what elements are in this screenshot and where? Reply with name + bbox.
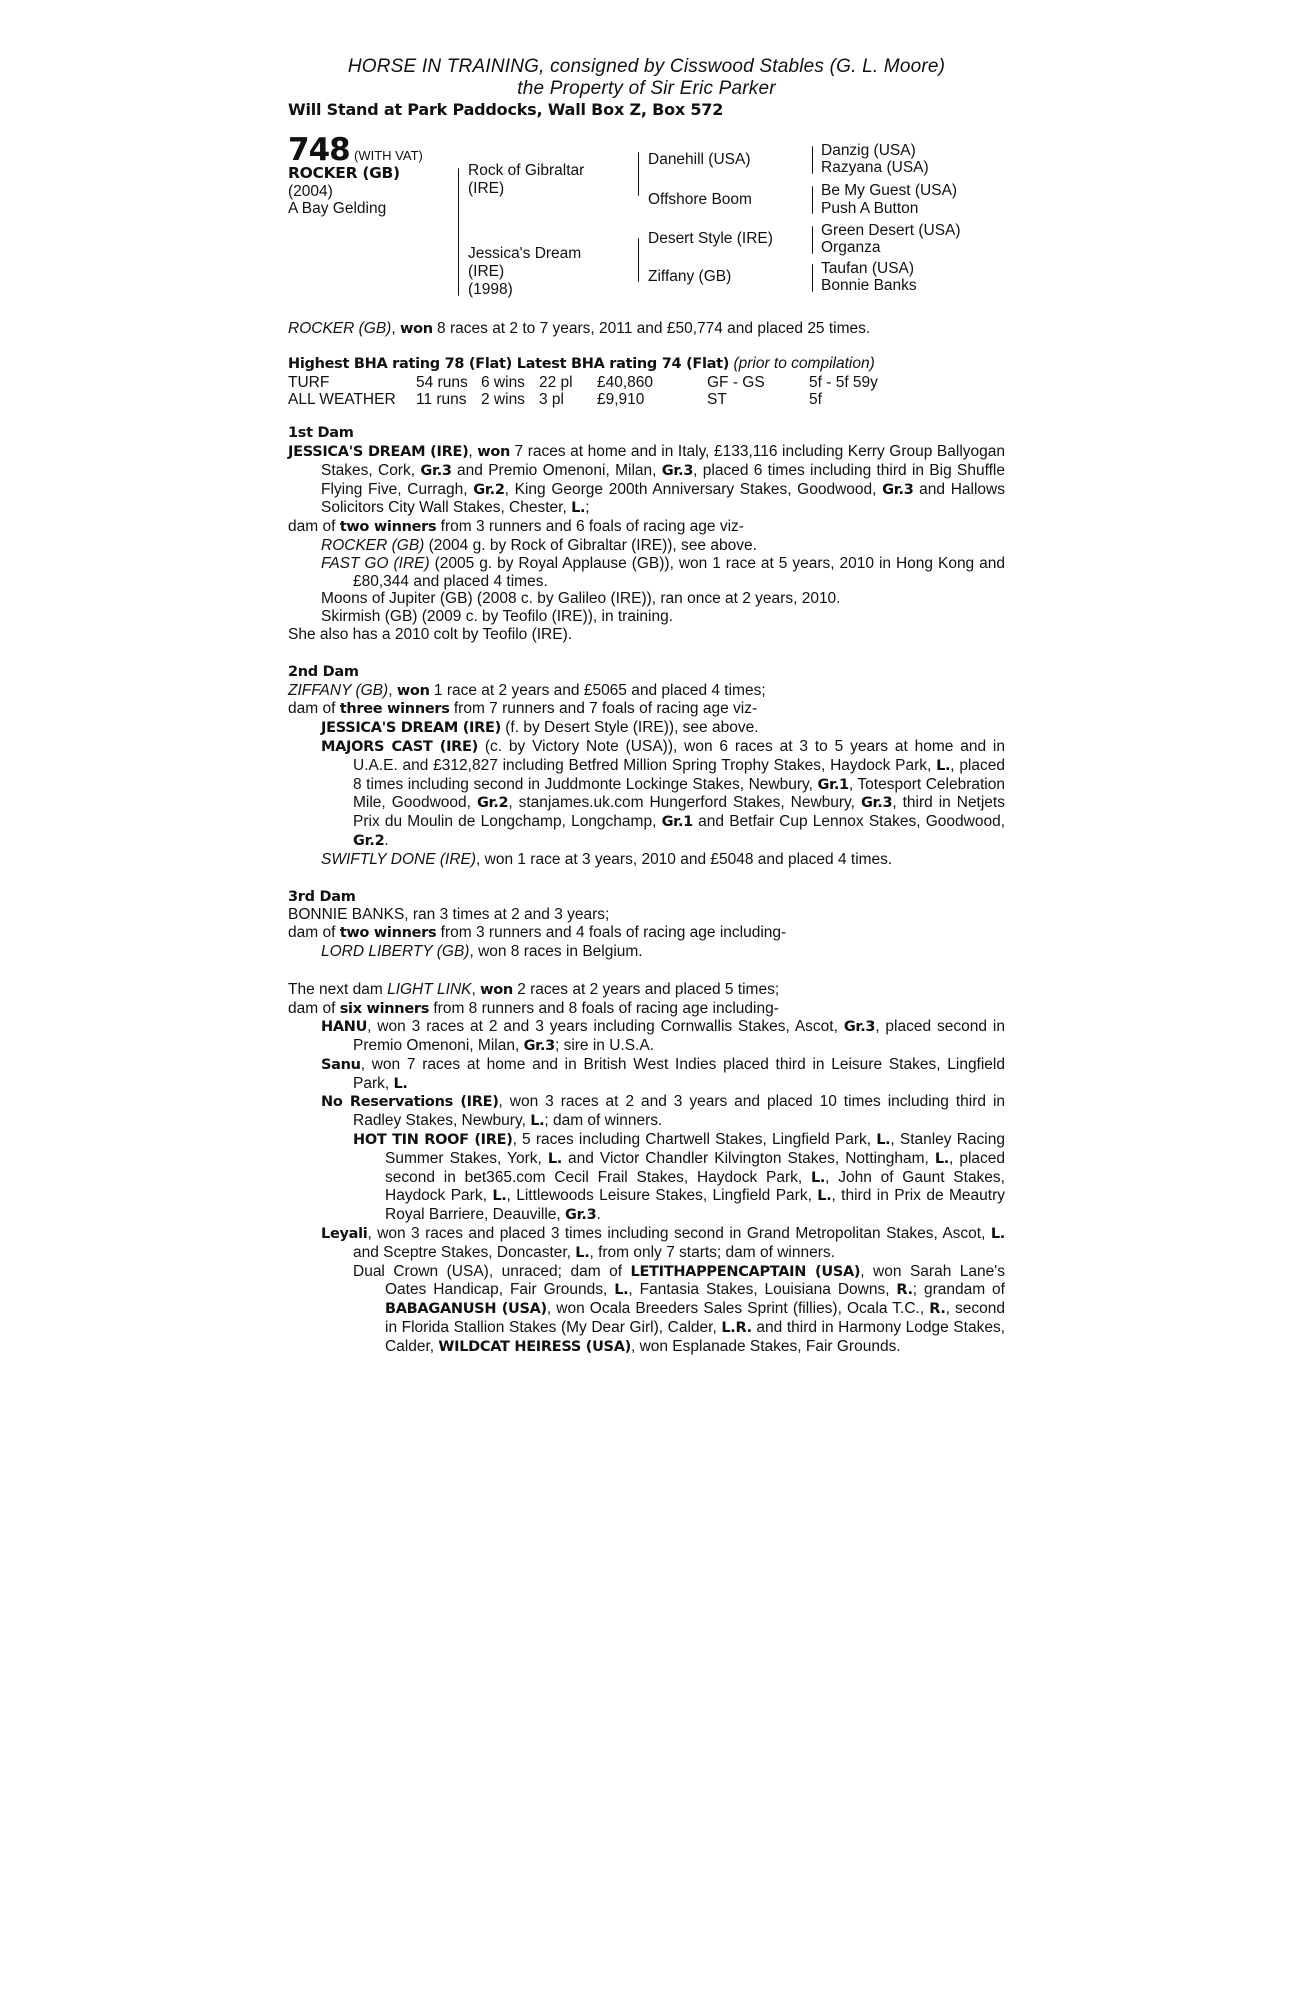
produce-skirmish: Skirmish (GB) (2009 c. by Teofilo (IRE)), in training. <box>321 608 674 626</box>
produce-no-reservations: No Reservations (IRE), won 3 races at 2 and 3 years and placed 10 times including third in Radley Stakes, Newbury, L.; dam of winners. <box>321 1093 1006 1130</box>
ds-sire: Green Desert (USA) <box>821 222 961 239</box>
sire-brace <box>638 152 639 196</box>
dam: Jessica's Dream (IRE) (1998) <box>468 245 582 298</box>
second-dam-section <box>288 664 1005 869</box>
lot-number: 748 <box>288 132 350 168</box>
produce-jessicas-dream: JESSICA'S DREAM (IRE) (f. by Desert Style (IRE)), see above. <box>321 719 759 737</box>
ss-brace <box>812 146 813 174</box>
ds-dam: Organza <box>821 239 881 256</box>
first-dam-heading: 1st Dam <box>288 425 354 442</box>
stats-table <box>288 374 878 410</box>
lot-info <box>288 132 438 218</box>
sire-dam: Offshore Boom <box>648 191 752 208</box>
second-dam-produce-summary: dam of three winners from 7 runners and 7 foals of racing age viz- <box>288 700 758 718</box>
sd-sire: Be My Guest (USA) <box>821 182 958 199</box>
produce-hot-tin-roof: HOT TIN ROOF (IRE), 5 races including Chartwell Stakes, Lingfield Park, L., Stanley Racing Summer Stakes, York, L. and Victor Chandler Kilvington Stakes, Nottingham, L., placed second in bet365.com Cecil Frail Stakes, Haydock Park, L., John of Gaunt Stakes, Haydock Park, L., Littlewoods Leisure Stakes, Lingfield Park, L., third in Prix de Meautry Royal Barriere, Deauville, Gr.3. <box>353 1131 1006 1224</box>
produce-fast-go: FAST GO (IRE) (2005 g. by Royal Applause (GB)), won 1 race at 5 years, 2010 in Hong Kong and £80,344 and placed 4 times. <box>321 554 1005 590</box>
stats-row-allweather: ALL WEATHER 11 runs 2 wins 3 pl £9,910 ST 5f <box>288 391 822 409</box>
pedigree-brace <box>458 168 459 296</box>
rating-line: Highest BHA rating 78 (Flat) Latest BHA rating 74 (Flat) (prior to compilation) <box>288 354 875 372</box>
second-dam-heading: 2nd Dam <box>288 663 359 680</box>
ds-brace <box>812 226 813 254</box>
first-dam-produce-summary: dam of two winners from 3 runners and 6 foals of racing age viz- <box>288 518 744 536</box>
next-dam-record: The next dam LIGHT LINK, won 2 races at 2 years and placed 5 times; <box>288 980 780 998</box>
third-dam-record: BONNIE BANKS, ran 3 times at 2 and 3 years; <box>288 906 610 924</box>
produce-majors-cast: MAJORS CAST (IRE) (c. by Victory Note (USA)), won 6 races at 3 to 5 years at home and in U.A.E. and £312,827 including Betfred Million Spring Trophy Stakes, Haydock Park, L., placed 8 times including second in Juddmonte Lockinge Stakes, Newbury, Gr.1, Totesport Celebration Mile, Goodwood, Gr.2, stanjames.uk.com Hungerford Stakes, Newbury, Gr.3, third in Netjets Prix du Moulin de Longchamp, Longchamp, Gr.1 and Betfair Cup Lennox Stakes, Goodwood, Gr.2. <box>321 737 1005 849</box>
produce-dual-crown: Dual Crown (USA), unraced; dam of LETITHAPPENCAPTAIN (USA), won Sarah Lane's Oates Handicap, Fair Grounds, L., Fantasia Stakes, Louisiana Downs, R.; grandam of BABAGANUSH (USA), won Ocala Breeders Sales Sprint (fillies), Ocala T.C., R., second in Florida Stallion Stakes (My Dear Girl), Calder, L.R. and third in Harmony Lodge Stakes, Calder, WILDCAT HEIRESS (USA), won Esplanade Stakes, Fair Grounds. <box>353 1262 1005 1355</box>
produce-swiftly-done: SWIFTLY DONE (IRE), won 1 race at 3 years, 2010 and £5048 and placed 4 times. <box>321 850 893 868</box>
dam-dam: Ziffany (GB) <box>648 268 732 285</box>
dam-sire: Desert Style (IRE) <box>648 230 773 247</box>
stats-row-turf: TURF 54 runs 6 wins 22 pl £40,860 GF - GS 5f - 5f 59y <box>288 373 878 391</box>
ss-dam: Razyana (USA) <box>821 159 929 176</box>
first-dam-section <box>288 425 1005 644</box>
pedigree-block <box>288 132 1005 302</box>
dd-sire: Taufan (USA) <box>821 260 915 277</box>
ss-sire: Danzig (USA) <box>821 142 916 159</box>
horse-name: ROCKER (GB) <box>288 163 400 182</box>
dam-brace <box>638 238 639 282</box>
location-line: Will Stand at Park Paddocks, Wall Box Z, Box 572 <box>288 100 724 119</box>
third-dam-section <box>288 889 1005 961</box>
race-summary: ROCKER (GB), won 8 races at 2 to 7 years, 2011 and £50,774 and placed 25 times. <box>288 320 871 337</box>
sd-dam: Push A Button <box>821 200 919 217</box>
horse-year: (2004) <box>288 182 333 200</box>
vat-label: (WITH VAT) <box>354 148 423 163</box>
produce-rocker: ROCKER (GB) (2004 g. by Rock of Gibraltar (IRE)), see above. <box>321 536 757 554</box>
sire: Rock of Gibraltar (IRE) <box>468 162 585 197</box>
produce-moons-of-jupiter: Moons of Jupiter (GB) (2008 c. by Galileo (IRE)), ran once at 2 years, 2010. <box>321 590 841 608</box>
consignor-line: HORSE IN TRAINING, consigned by Cisswood Stables (G. L. Moore) <box>347 56 946 77</box>
produce-2010-colt: She also has a 2010 colt by Teofilo (IRE). <box>288 625 573 643</box>
horse-description: A Bay Gelding <box>288 200 387 218</box>
next-dam-section <box>288 981 1005 1357</box>
property-line: the Property of Sir Eric Parker <box>517 78 776 99</box>
next-dam-produce-summary: dam of six winners from 8 runners and 8 foals of racing age including- <box>288 999 779 1017</box>
first-dam-record: JESSICA'S DREAM (IRE), won 7 races at home and in Italy, £133,116 including Kerry Group Ballyogan Stakes, Cork, Gr.3 and Premio Omenoni, Milan, Gr.3, placed 6 times including third in Big Shuffle Flying Five, Curragh, Gr.2, King George 200th Anniversary Stakes, Goodwood, Gr.3 and Hallows Solicitors City Wall Stakes, Chester, L.; <box>288 442 1005 517</box>
produce-lord-liberty: LORD LIBERTY (GB), won 8 races in Belgium. <box>321 942 643 960</box>
sire-sire: Danehill (USA) <box>648 151 751 168</box>
produce-sanu: Sanu, won 7 races at home and in British West Indies placed third in Leisure Stakes, Lingfield Park, L. <box>321 1055 1005 1092</box>
produce-leyali: Leyali, won 3 races and placed 3 times including second in Grand Metropolitan Stakes, Ascot, L. and Sceptre Stakes, Doncaster, L., from only 7 starts; dam of winners. <box>321 1225 1005 1261</box>
third-dam-heading: 3rd Dam <box>288 888 356 905</box>
dd-dam: Bonnie Banks <box>821 277 917 294</box>
dd-brace <box>812 264 813 292</box>
catalogue-page <box>288 56 1005 1357</box>
produce-hanu: HANU, won 3 races at 2 and 3 years including Cornwallis Stakes, Ascot, Gr.3, placed second in Premio Omenoni, Milan, Gr.3; sire in U.S.A. <box>321 1018 1005 1055</box>
second-dam-record: ZIFFANY (GB), won 1 race at 2 years and £5065 and placed 4 times; <box>288 681 766 699</box>
sd-brace <box>812 186 813 214</box>
third-dam-produce-summary: dam of two winners from 3 runners and 4 foals of racing age including- <box>288 924 787 942</box>
